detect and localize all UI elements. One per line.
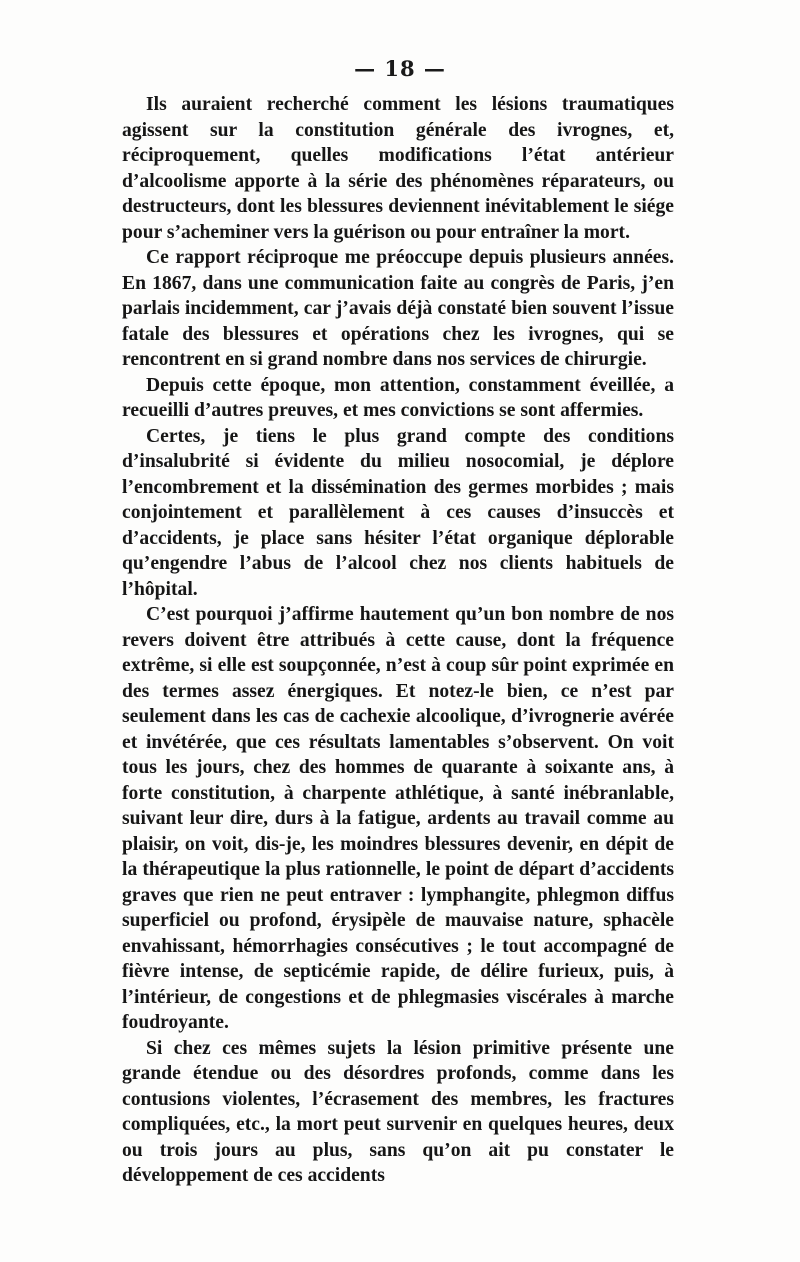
body-text <box>122 92 674 1189</box>
page-number: — 18 — <box>354 56 446 81</box>
paragraph-4: Certes, je tiens le plus grand compte des conditions d’insalubrité si évidente du milieu nosocomial, je déplore l’encombrement et la dissémination des germes morbides ; mais conjointement et parallèlement à ces causes d’insuccès et d’accidents, je place sans hésiter l’état organique déplorable qu’engendre l’abus de l’alcool chez nos clients habituels de l’hôpital. <box>122 425 674 600</box>
paragraph-1: Ils auraient recherché comment les lésions traumatiques agissent sur la constitution générale des ivrognes, et, réciproquement, quelles modifications l’état antérieur d’alcoolisme apporte à la série des phénomènes réparateurs, ou destructeurs, dont les blessures deviennent inévitablement le siége pour s’acheminer vers la guérison ou pour entraîner la mort. <box>122 94 674 243</box>
paragraph-2: Ce rapport réciproque me préoccupe depuis plusieurs années. En 1867, dans une communication faite au congrès de Paris, j’en parlais incidemment, car j’avais déjà constaté bien souvent l’issue fatale des blessures et opérations chez les ivrognes, qui se rencontrent en si grand nombre dans nos services de chirurgie. <box>122 247 674 370</box>
paragraph-5: C’est pourquoi j’affirme hautement qu’un bon nombre de nos revers doivent être attribués à cette cause, dont la fréquence extrême, si elle est soupçonnée, n’est à coup sûr point exprimée en des termes assez énergiques. Et notez-le bien, ce n’est par seulement dans les cas de cachexie alcoolique, d’ivrognerie avérée et invétérée, que ces résultats lamentables s’observent. On voit tous les jours, chez des hommes de quarante à soixante ans, à forte constitution, à charpente athlétique, à santé inébranlable, suivant leur dire, durs à la fatigue, ardents au travail comme au plaisir, on voit, dis-je, les moindres blessures devenir, en dépit de la thérapeutique la plus rationnelle, le point de départ d’accidents graves que rien ne peut entraver : lymphangite, phlegmon diffus superficiel ou profond, érysipèle de mauvaise nature, sphacèle envahissant, hémorrhagies consécutives ; le tout accompagné de fièvre intense, de septicémie rapide, de délire furieux, puis, à l’intérieur, de congestions et de phlegmasies viscérales à marche foudroyante. <box>122 604 674 1033</box>
paragraph-6: Si chez ces mêmes sujets la lésion primitive présente une grande étendue ou des désordres profonds, comme dans les contusions violentes, l’écrasement des membres, les fractures compliquées, etc., la mort peut survenir en quelques heures, deux ou trois jours au plus, sans qu’on ait pu constater le développement de ces accidents <box>122 1037 674 1186</box>
paragraph-3: Depuis cette époque, mon attention, constamment éveillée, a recueilli d’autres preuves, et mes convictions se sont affermies. <box>122 374 674 421</box>
